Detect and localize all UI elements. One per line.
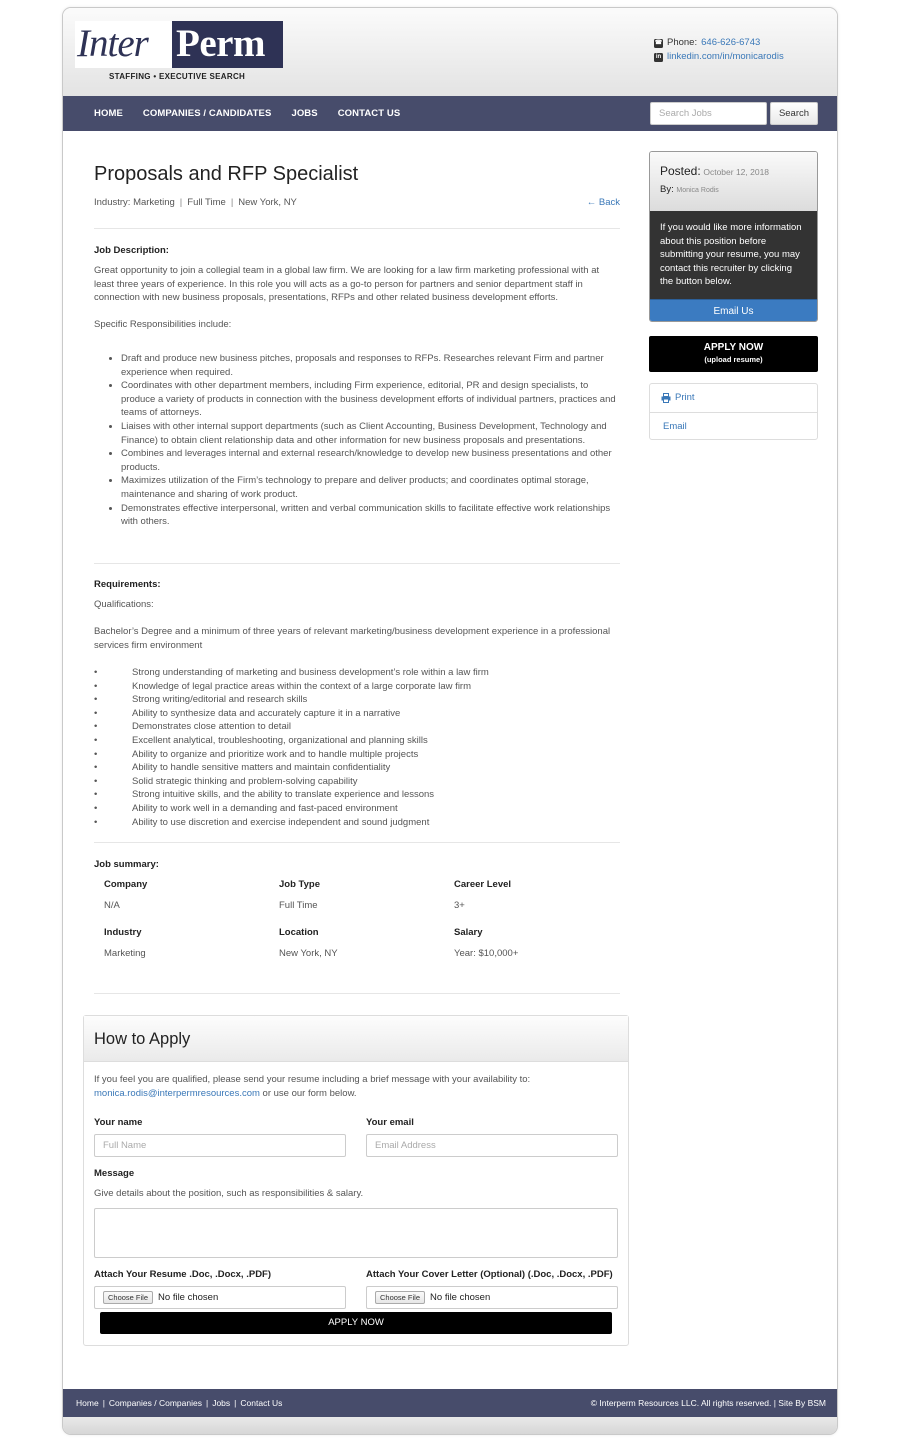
nav-item-companies-candidates[interactable]: COMPANIES / CANDIDATES bbox=[142, 108, 272, 119]
responsibilities-intro: Specific Responsibilities include: bbox=[94, 319, 232, 330]
how-to-apply-heading: How to Apply bbox=[84, 1016, 628, 1062]
choose-file-button[interactable]: Choose File bbox=[103, 1291, 153, 1304]
email-label: Your email bbox=[366, 1117, 414, 1128]
share-tools bbox=[649, 383, 818, 440]
job-description: Great opportunity to join a collegial team in a global law firm. We are looking for a law firm marketing professional with at least three years of experience. In this role you will acts as a go-to person for partners and senior department staff in connection with new business proposals, presentations, RFPs and other related business development efforts. bbox=[94, 265, 600, 304]
phone-link[interactable]: 646-626-6743 bbox=[701, 37, 761, 48]
nav-item-home[interactable]: HOME bbox=[94, 108, 123, 119]
cover-letter-file-input[interactable] bbox=[366, 1286, 618, 1309]
email-address-input[interactable]: Email Address bbox=[366, 1134, 618, 1157]
list-item: • Ability to use discretion and exercise independent and sound judgment bbox=[94, 816, 430, 828]
summary-job-type: Job Type Full Time bbox=[279, 879, 320, 911]
by-label: By: bbox=[660, 184, 674, 196]
how-to-apply-panel bbox=[83, 1015, 629, 1346]
list-item: • Ability to handle sensitive matters and maintain confidentiality bbox=[94, 762, 391, 774]
header-contact bbox=[654, 36, 784, 64]
name-label: Your name bbox=[94, 1117, 143, 1128]
recruiter-info-text: If you would like more information about this position before submitting your resume, you may contact this recruiter by clicking the button below. bbox=[650, 211, 817, 299]
posted-date: October 12, 2018 bbox=[703, 167, 770, 177]
footer-copyright: © Interperm Resources LLC. All rights reserved. | Site By BSM bbox=[590, 1398, 826, 1408]
qualifications-list bbox=[94, 666, 620, 829]
posted-panel bbox=[649, 151, 818, 322]
apply-now-button[interactable] bbox=[649, 336, 818, 372]
list-item: • Draft and produce new business pitches, proposals and responses to RFPs. Researches relevant Firm and partner experience when required. bbox=[121, 352, 620, 379]
email-us-button[interactable]: Email Us bbox=[650, 299, 817, 322]
email-link[interactable]: Email bbox=[650, 412, 817, 440]
job-title: Proposals and RFP Specialist bbox=[94, 163, 359, 185]
resume-label: Attach Your Resume .Doc, .Docx, .PDF) bbox=[94, 1269, 272, 1280]
divider bbox=[94, 563, 620, 564]
list-item: • Demonstrates effective interpersonal, written and verbal communication skills to facilitate effective work relationships with others. bbox=[121, 502, 620, 529]
job-type: Full Time bbox=[187, 197, 226, 208]
main-nav bbox=[63, 96, 838, 131]
apply-intro: If you feel you are qualified, please send your resume including a brief message with your availability to: monica.rodis@interpermresources.com or use our form below. bbox=[94, 1074, 531, 1099]
job-meta: Industry: Marketing | Full Time | New York, NY bbox=[94, 197, 297, 208]
print-icon bbox=[661, 393, 671, 403]
logo-inter-text: Inter bbox=[77, 22, 148, 65]
search-input[interactable]: Search Jobs bbox=[650, 102, 767, 125]
job-description-label: Job Description: bbox=[94, 245, 169, 256]
list-item: • Solid strategic thinking and problem-solving capability bbox=[94, 775, 358, 787]
logo-tagline: STAFFING • EXECUTIVE SEARCH bbox=[109, 72, 246, 81]
nav-item-contact-us[interactable]: CONTACT US bbox=[337, 108, 401, 119]
posted-info bbox=[650, 152, 817, 211]
list-item: • Strong understanding of marketing and business development’s role within a law firm bbox=[94, 667, 489, 678]
divider bbox=[94, 993, 620, 994]
divider bbox=[94, 842, 620, 843]
recruiter-name: Monica Rodis bbox=[676, 187, 719, 195]
qualifications-intro: Bachelor’s Degree and a minimum of three years of relevant marketing/business development experience in a professional services firm environment bbox=[94, 626, 611, 651]
divider bbox=[94, 228, 620, 229]
requirements-label: Requirements: bbox=[94, 579, 161, 590]
footer-bottom-bar bbox=[63, 1417, 838, 1435]
apply-now-submit-button[interactable]: APPLY NOW bbox=[100, 1312, 612, 1334]
list-item: • Maximizes utilization of the Firm’s technology to prepare and deliver products; and coordinates optimal storage, maintenance and sharing of work product. bbox=[121, 474, 620, 501]
search-button[interactable]: Search bbox=[770, 102, 818, 125]
summary-industry: Industry Marketing bbox=[104, 927, 146, 959]
summary-location: Location New York, NY bbox=[279, 927, 338, 959]
job-content bbox=[94, 160, 620, 959]
list-item: • Strong writing/editorial and research skills bbox=[94, 694, 308, 706]
posted-label: Posted: bbox=[660, 164, 701, 178]
apply-email-link[interactable]: monica.rodis@interpermresources.com bbox=[94, 1087, 260, 1099]
apply-now-sublabel: (upload resume) bbox=[704, 355, 763, 364]
footer-link-jobs[interactable]: Jobs bbox=[212, 1398, 231, 1408]
resume-file-input[interactable] bbox=[94, 1286, 346, 1309]
nav-menu bbox=[94, 96, 400, 131]
summary-salary: Salary Year: $10,000+ bbox=[454, 927, 519, 959]
full-name-input[interactable]: Full Name bbox=[94, 1134, 346, 1157]
job-summary-label: Job summary: bbox=[94, 859, 159, 870]
qualifications-label: Qualifications: bbox=[94, 599, 154, 610]
list-item: • Strong intuitive skills, and the ability to translate experience and lessons bbox=[94, 789, 435, 801]
footer-link-home[interactable]: Home bbox=[76, 1398, 99, 1408]
linkedin-link[interactable]: linkedin.com/in/monicarodis bbox=[667, 51, 784, 62]
job-industry: Industry: Marketing bbox=[94, 197, 175, 208]
list-item: • Knowledge of legal practice areas within the context of a large corporate law firm bbox=[94, 680, 472, 692]
phone-icon: ☎ bbox=[654, 39, 663, 46]
list-item: • Coordinates with other department members, including Firm experience, editorial, PR and design specialists, to produce a variety of products in connection with the business development efforts of individual partners, practices and teams of attorneys. bbox=[121, 379, 620, 420]
phone-label: Phone: bbox=[667, 37, 698, 48]
list-item: • Combines and leverages internal and external research/knowledge to develop new business presentations and other products. bbox=[121, 447, 620, 474]
responsibilities-list bbox=[112, 352, 620, 529]
print-link[interactable]: Print bbox=[650, 384, 817, 412]
footer-links: Home | Companies / Companies | Jobs | Contact Us bbox=[76, 1398, 283, 1408]
summary-company: Company N/A bbox=[104, 879, 148, 911]
message-label: Message bbox=[94, 1168, 135, 1179]
summary-career-level: Career Level 3+ bbox=[454, 879, 512, 911]
back-link[interactable]: ← Back bbox=[586, 197, 620, 208]
job-location: New York, NY bbox=[238, 197, 297, 208]
list-item: • Ability to synthesize data and accurately capture it in a narrative bbox=[94, 707, 401, 719]
choose-file-button[interactable]: Choose File bbox=[375, 1291, 425, 1304]
message-hint: Give details about the position, such as responsibilities & salary. bbox=[94, 1188, 364, 1199]
list-item: • Excellent analytical, troubleshooting, organizational and planning skills bbox=[94, 734, 428, 746]
list-item: • Demonstrates close attention to detail bbox=[94, 721, 291, 733]
logo-perm-text: Perm bbox=[176, 22, 265, 65]
site-footer bbox=[63, 1389, 838, 1417]
no-file-text: No file chosen bbox=[158, 1291, 219, 1303]
no-file-text: No file chosen bbox=[430, 1291, 491, 1303]
list-item: • Ability to work well in a demanding and fast-paced environment bbox=[94, 802, 398, 814]
footer-link-contact-us[interactable]: Contact Us bbox=[240, 1398, 283, 1408]
page-container bbox=[62, 7, 838, 1435]
list-item: • Liaises with other internal support departments (such as Client Accounting, Business Development, Technology and Finance) to obtain client relationship data and other information for new business proposals and presentations. bbox=[121, 420, 620, 447]
apply-now-label: APPLY NOW bbox=[703, 342, 764, 353]
nav-item-jobs[interactable]: JOBS bbox=[291, 108, 318, 119]
message-textarea[interactable] bbox=[94, 1208, 618, 1258]
logo[interactable] bbox=[75, 21, 283, 68]
footer-link-companies[interactable]: Companies / Companies bbox=[108, 1398, 202, 1408]
linkedin-icon: in bbox=[655, 53, 662, 60]
site-header bbox=[63, 8, 838, 96]
cover-letter-label: Attach Your Cover Letter (Optional) (.Doc, .Docx, .PDF) bbox=[366, 1269, 613, 1280]
list-item: • Ability to organize and prioritize work and to handle multiple projects bbox=[94, 748, 419, 760]
